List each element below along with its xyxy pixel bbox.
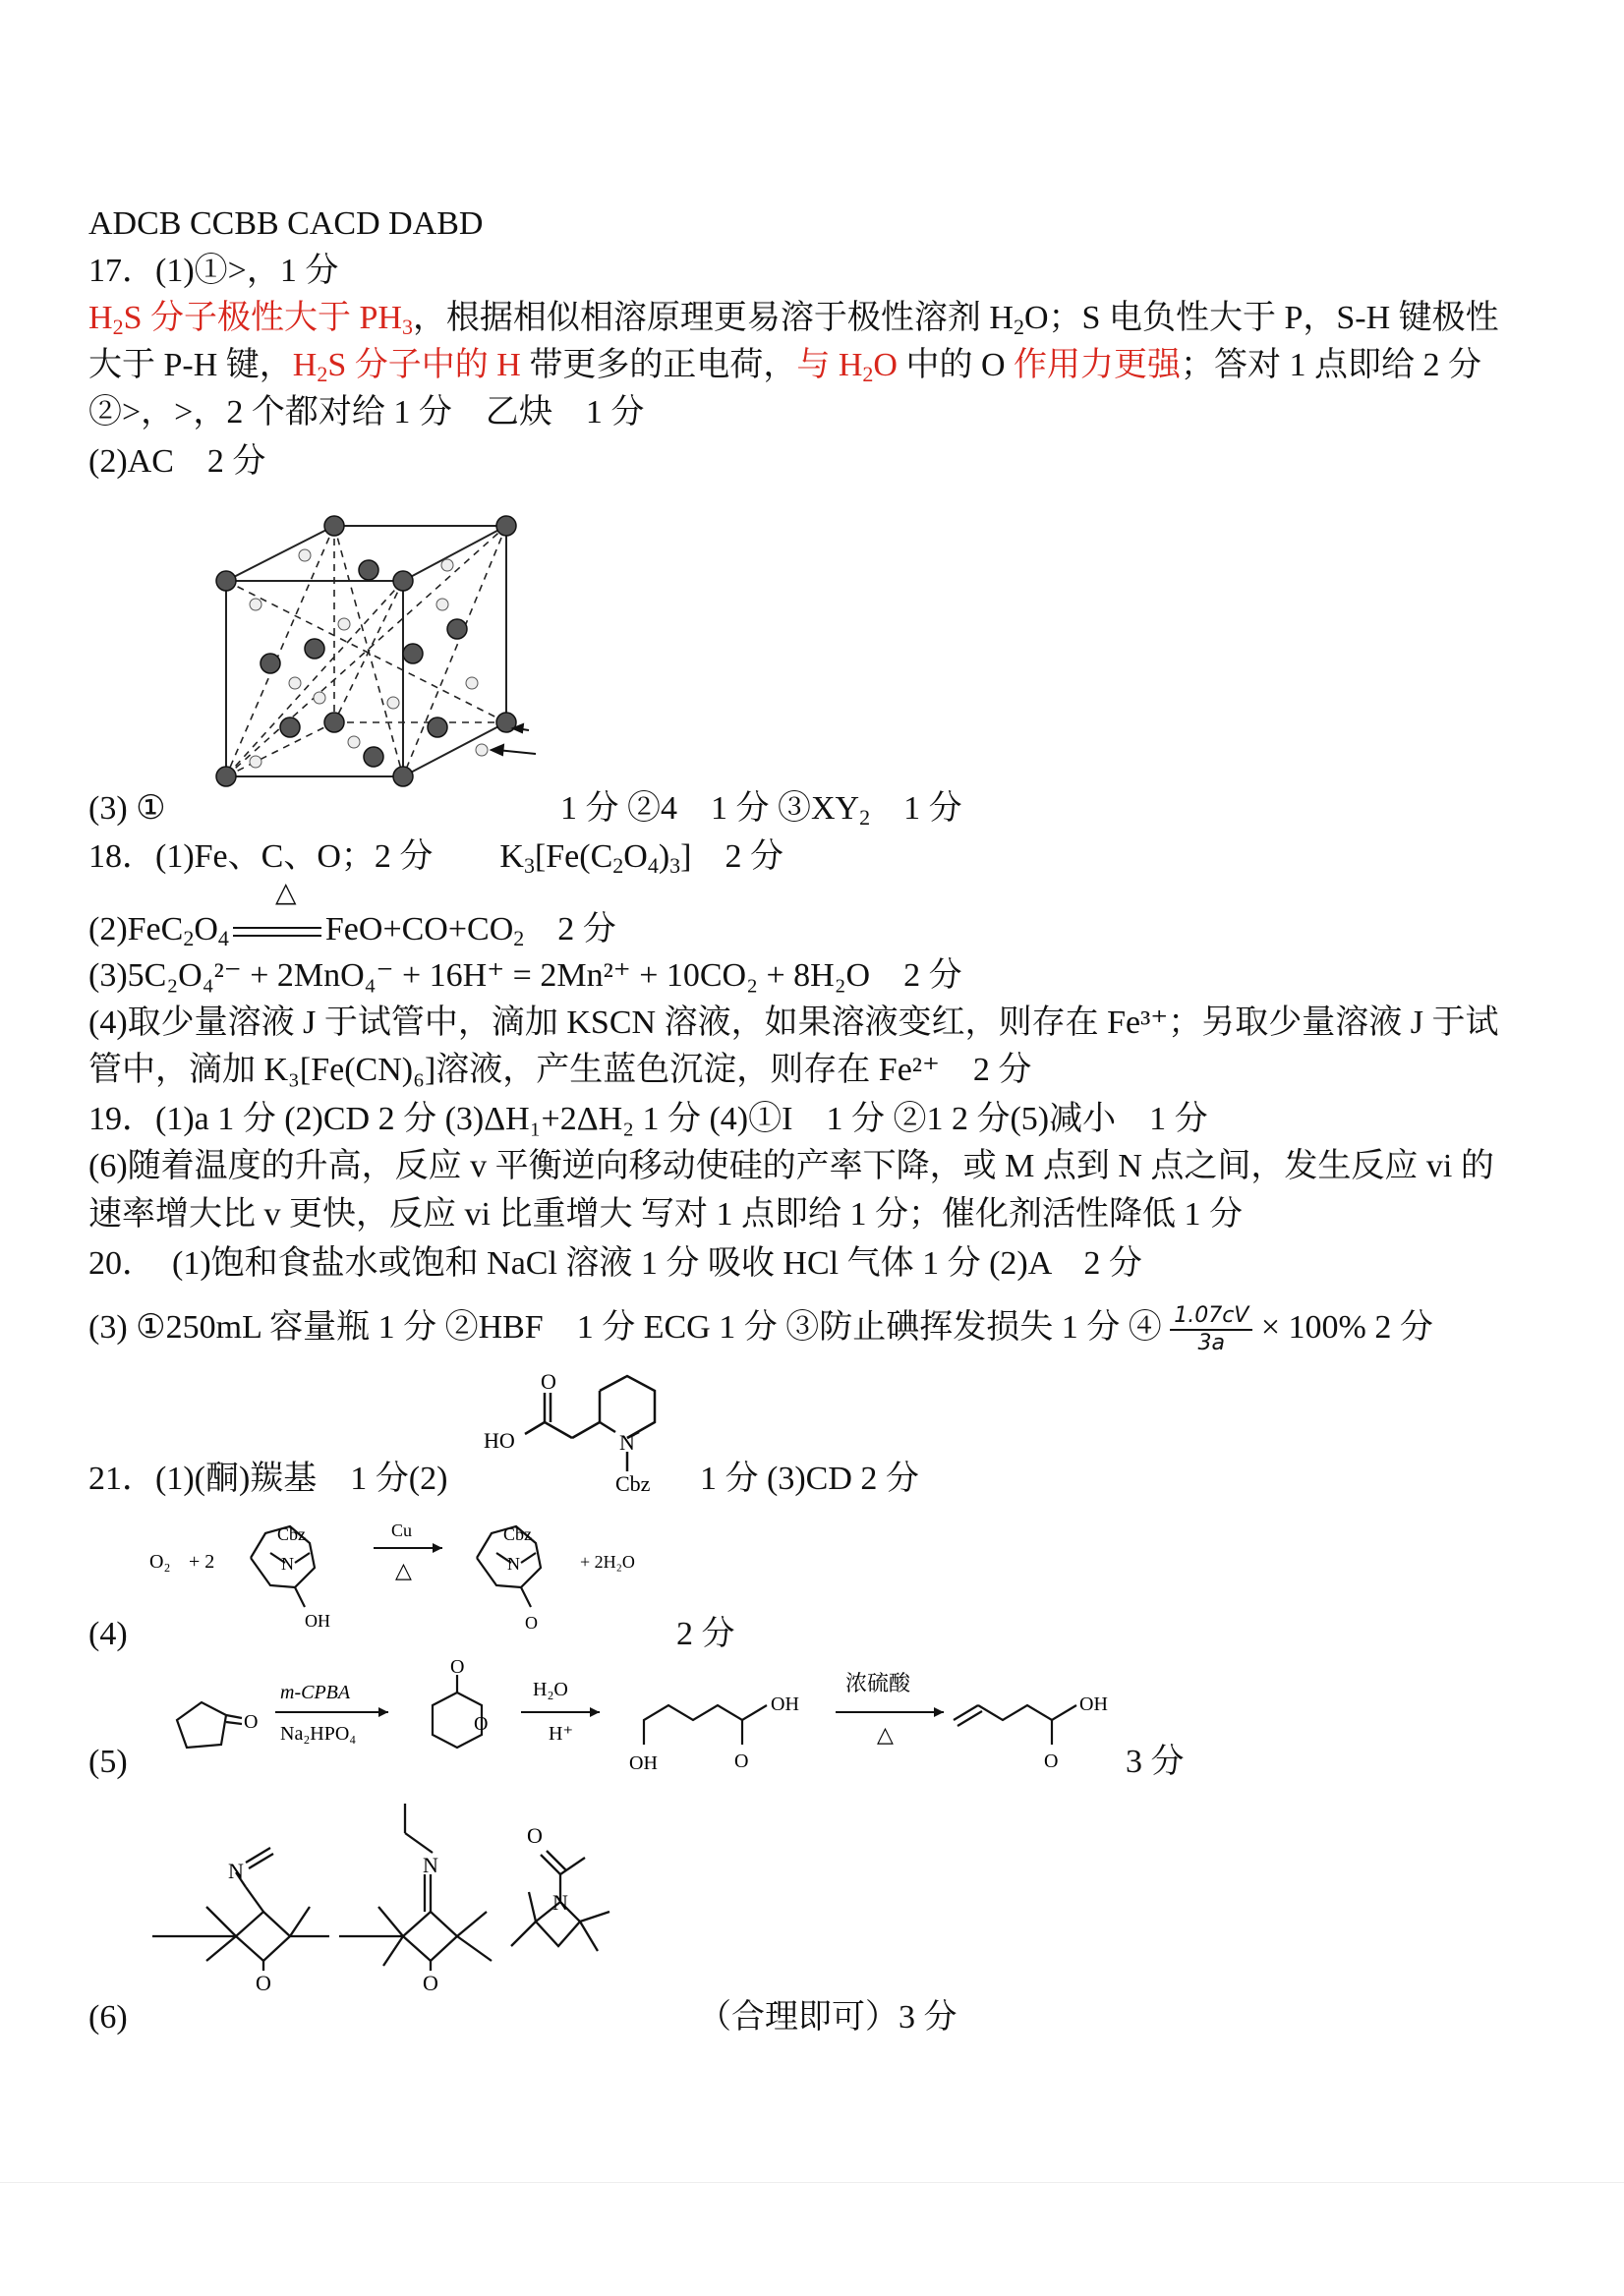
q21-6: (6) — [88, 1999, 128, 2036]
q20-fraction: $\frac{1.07cV}{3a}$ — [1170, 1303, 1252, 1356]
svg-text:△: △ — [877, 1722, 894, 1747]
svg-text:O: O — [244, 1711, 259, 1733]
q17-reason-line1: $H_2S$ 分子极性大于 $PH_3$，根据相似相溶原理更易溶于极性溶剂 $H_2O$；S 电负性大于 P，S-H 键极性 — [88, 300, 1499, 339]
q17-3-prefix: (3) ① — [88, 790, 166, 827]
svg-text:H⁺: H⁺ — [549, 1723, 573, 1745]
q17-2: (2)AC 2 分 — [88, 443, 266, 480]
svg-text:O₂: O₂ — [149, 1551, 171, 1573]
svg-text:O: O — [525, 1613, 538, 1633]
mc-answers: ADCB CCBB CACD DABD — [88, 205, 484, 242]
q18-2: $(2)FeC_2O_4$ $FeO+CO+CO_2$ 2 分 — [88, 911, 616, 950]
svg-text:浓硫酸: 浓硫酸 — [845, 1671, 911, 1695]
svg-text:O: O — [541, 1369, 556, 1394]
q17-1b: ②>，>，2 个都对给 1 分 乙炔 1 分 — [88, 394, 645, 430]
q19-6b: 速率增大比 v 更快，反应 vi 比重增大 写对 1 点即给 1 分；催化剂活性降低 1 分 — [88, 1196, 1243, 1233]
q21-1: 21．(1)(酮)羰基 1 分(2) — [88, 1461, 448, 1497]
svg-text:m-CPBA: m-CPBA — [280, 1682, 351, 1703]
svg-text:O: O — [450, 1656, 465, 1678]
svg-text:N: N — [552, 1890, 568, 1915]
q21-6-tail: （合理即可）3 分 — [698, 1999, 957, 2036]
svg-text:N: N — [619, 1430, 635, 1455]
svg-text:△: △ — [395, 1558, 412, 1582]
q17-3-rest: 1 分 ②4 1 分 $③XY_2$ 1 分 — [560, 790, 962, 830]
svg-text:N: N — [281, 1554, 294, 1574]
svg-text:O: O — [423, 1971, 438, 1995]
svg-text:Cbz: Cbz — [503, 1524, 532, 1544]
q21-2-structure — [482, 1361, 678, 1499]
q18-1: 18．(1)Fe、C、O；2 分 $K_3[Fe(C_2O_4)_3]$ 2 分 — [88, 838, 783, 878]
q19-1: 19．(1)a 1 分 (2)CD 2 分 (3)ΔH₁+2ΔH₂ 1 分 (4)①I 1 分 ②1 2 分(5)减小 1 分 — [88, 1101, 1208, 1137]
q18-3: (3)5C₂O₄²⁻ + 2MnO₄⁻ + 16H⁺ = 2Mn²⁺ + 10CO₂ + 8H₂O 2 分 — [88, 957, 962, 994]
svg-text:Cbz: Cbz — [277, 1524, 306, 1544]
svg-text:Cbz: Cbz — [615, 1471, 651, 1496]
q21-5: (5) — [88, 1744, 128, 1780]
svg-text:O: O — [474, 1713, 489, 1735]
svg-text:OH: OH — [1079, 1693, 1108, 1715]
q19-6a: (6)随着温度的升高，反应 v 平衡逆向移动使硅的产率下降，或 M 点到 N 点之间，发生反应 vi 的 — [88, 1148, 1494, 1184]
q21-5-score: 3 分 — [1126, 1744, 1185, 1780]
page-divider — [0, 2182, 1624, 2183]
svg-text:O: O — [256, 1971, 271, 1995]
svg-text:OH: OH — [629, 1752, 658, 1774]
svg-text:N: N — [423, 1853, 438, 1877]
q17-1a: 17．(1)①>，1 分 — [88, 253, 339, 289]
svg-text:O: O — [527, 1823, 543, 1848]
svg-text:OH: OH — [305, 1611, 330, 1631]
svg-text:+ 2H₂O: + 2H₂O — [580, 1552, 635, 1572]
q21-5-reaction — [147, 1656, 1150, 1789]
svg-text:+ 2: + 2 — [189, 1551, 215, 1573]
q21-4-score: 2 分 — [676, 1616, 735, 1652]
svg-text:N: N — [507, 1554, 520, 1574]
q21-4-reaction — [147, 1509, 698, 1646]
q21-4: (4) — [88, 1616, 128, 1652]
svg-text:O: O — [1044, 1751, 1059, 1772]
svg-text:Cu: Cu — [391, 1521, 413, 1540]
svg-text:HO: HO — [484, 1428, 515, 1453]
svg-text:H₂O: H₂O — [533, 1679, 568, 1700]
q20-1: 20． (1)饱和食盐水或饱和 NaCl 溶液 1 分 吸收 HCl 气体 1 分 (2)A 2 分 — [88, 1245, 1142, 1282]
q17-reason-line2: 大于 P-H 键，$H_2S$ 分子中的 H 带更多的正电荷，与 $H_2O$ 中的 O 作用力更强；答对 1 点即给 2 分 — [88, 347, 1482, 386]
heat-symbol: △ — [275, 878, 297, 908]
svg-text:Na₂HPO₄: Na₂HPO₄ — [280, 1723, 357, 1745]
q18-4b: 管中，滴加 K₃[Fe(CN)₆]溶液，产生蓝色沉淀，则存在 Fe²⁺ 2 分 — [88, 1052, 1032, 1088]
svg-text:O: O — [734, 1751, 749, 1772]
q18-4a: (4)取少量溶液 J 于试管中，滴加 KSCN 溶液，如果溶液变红，则存在 Fe³⁺；另取少量溶液 J 于试 — [88, 1004, 1499, 1041]
crystal-structure-figure — [197, 506, 541, 801]
q20-3: (3) ①250mL 容量瓶 1 分 ②HBF 1 分 ECG 1 分 ③防止碘挥发损失 1 分 ④ $\frac{1.07cV}{3a}$ × 100% 2 分 — [88, 1303, 1433, 1355]
svg-text:OH: OH — [771, 1693, 799, 1715]
q21-6-structures — [147, 1804, 708, 2039]
q21-2-tail: 1 分 (3)CD 2 分 — [700, 1461, 919, 1497]
svg-text:N: N — [228, 1859, 244, 1883]
